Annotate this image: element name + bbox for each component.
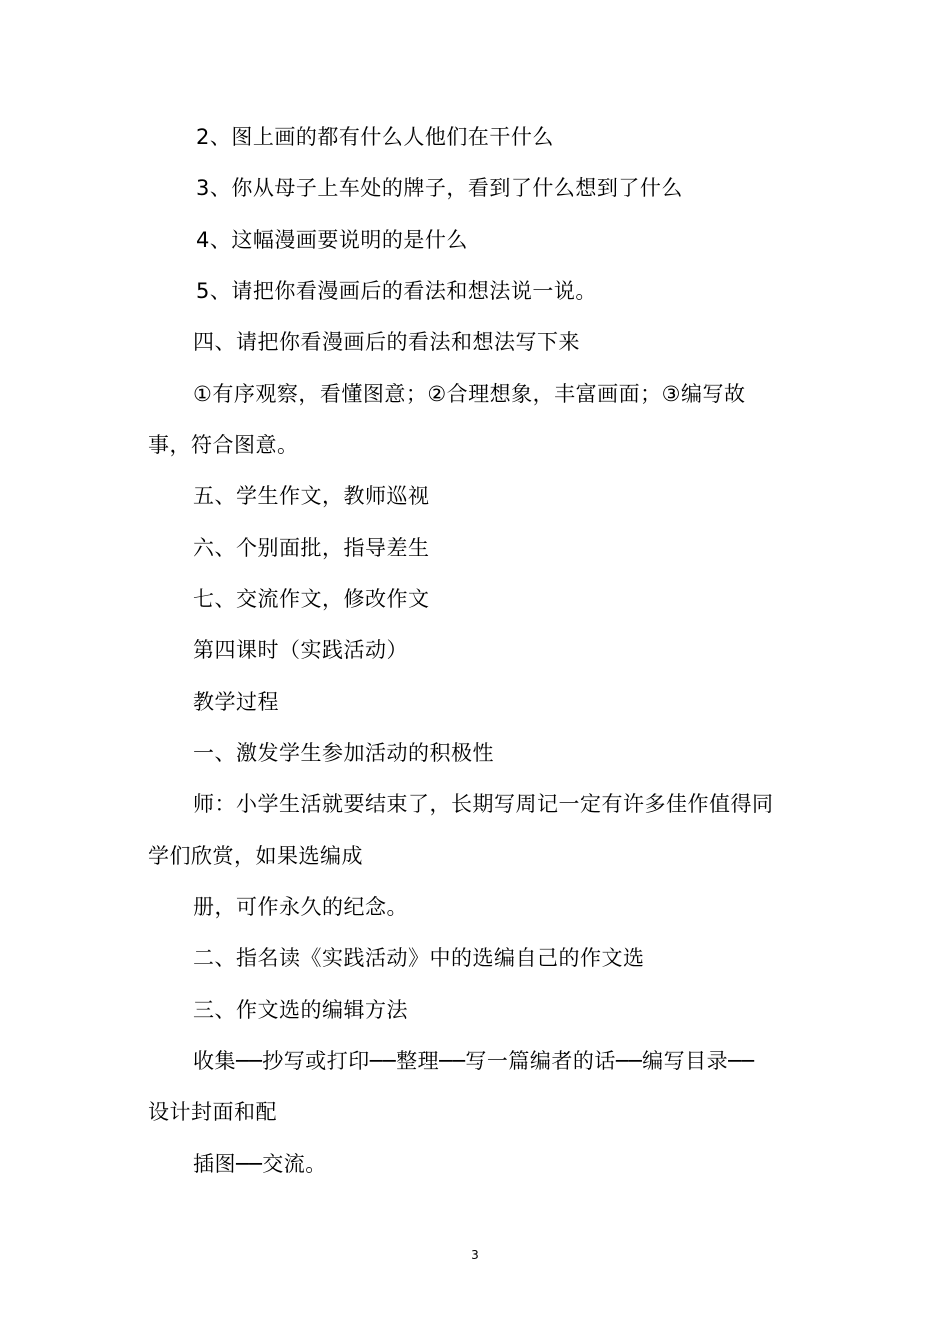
teacher-speech-line-3: 册，可作永久的纪念。	[193, 895, 408, 919]
editing-method-line-2: 设计封面和配	[148, 1100, 277, 1124]
question-2: 2、图上画的都有什么人他们在干什么	[196, 125, 554, 149]
question-5: 5、请把你看漫画后的看法和想法说一说。	[196, 279, 597, 303]
question-4: 4、这幅漫画要说明的是什么	[196, 228, 468, 252]
writing-steps-line-2: 事，符合图意。	[148, 433, 299, 457]
section-7-heading: 七、交流作文，修改作文	[193, 587, 430, 611]
step-2-heading: 二、指名读《实践活动》中的选编自己的作文选	[193, 946, 645, 970]
editing-method-line-1: 收集──抄写或打印──整理──写一篇编者的话──编写目录──	[193, 1049, 755, 1073]
page-number: 3	[471, 1248, 479, 1262]
writing-steps-line-1: ①有序观察，看懂图意；②合理想象，丰富画面；③编写故	[193, 382, 746, 406]
editing-method-line-3: 插图──交流。	[193, 1152, 327, 1176]
teaching-process-heading: 教学过程	[193, 690, 279, 714]
teacher-speech-line-1: 师：小学生活就要结束了，长期写周记一定有许多佳作值得同	[193, 792, 774, 816]
step-3-heading: 三、作文选的编辑方法	[193, 998, 408, 1022]
section-4-heading: 四、请把你看漫画后的看法和想法写下来	[193, 330, 580, 354]
question-3: 3、你从母子上车处的牌子，看到了什么想到了什么	[196, 176, 683, 200]
teacher-speech-line-2: 学们欣赏，如果选编成	[148, 844, 363, 868]
lesson-4-title: 第四课时（实践活动）	[193, 638, 408, 662]
section-5-heading: 五、学生作文，教师巡视	[193, 484, 430, 508]
section-6-heading: 六、个别面批，指导差生	[193, 536, 430, 560]
step-1-heading: 一、激发学生参加活动的积极性	[193, 741, 494, 765]
